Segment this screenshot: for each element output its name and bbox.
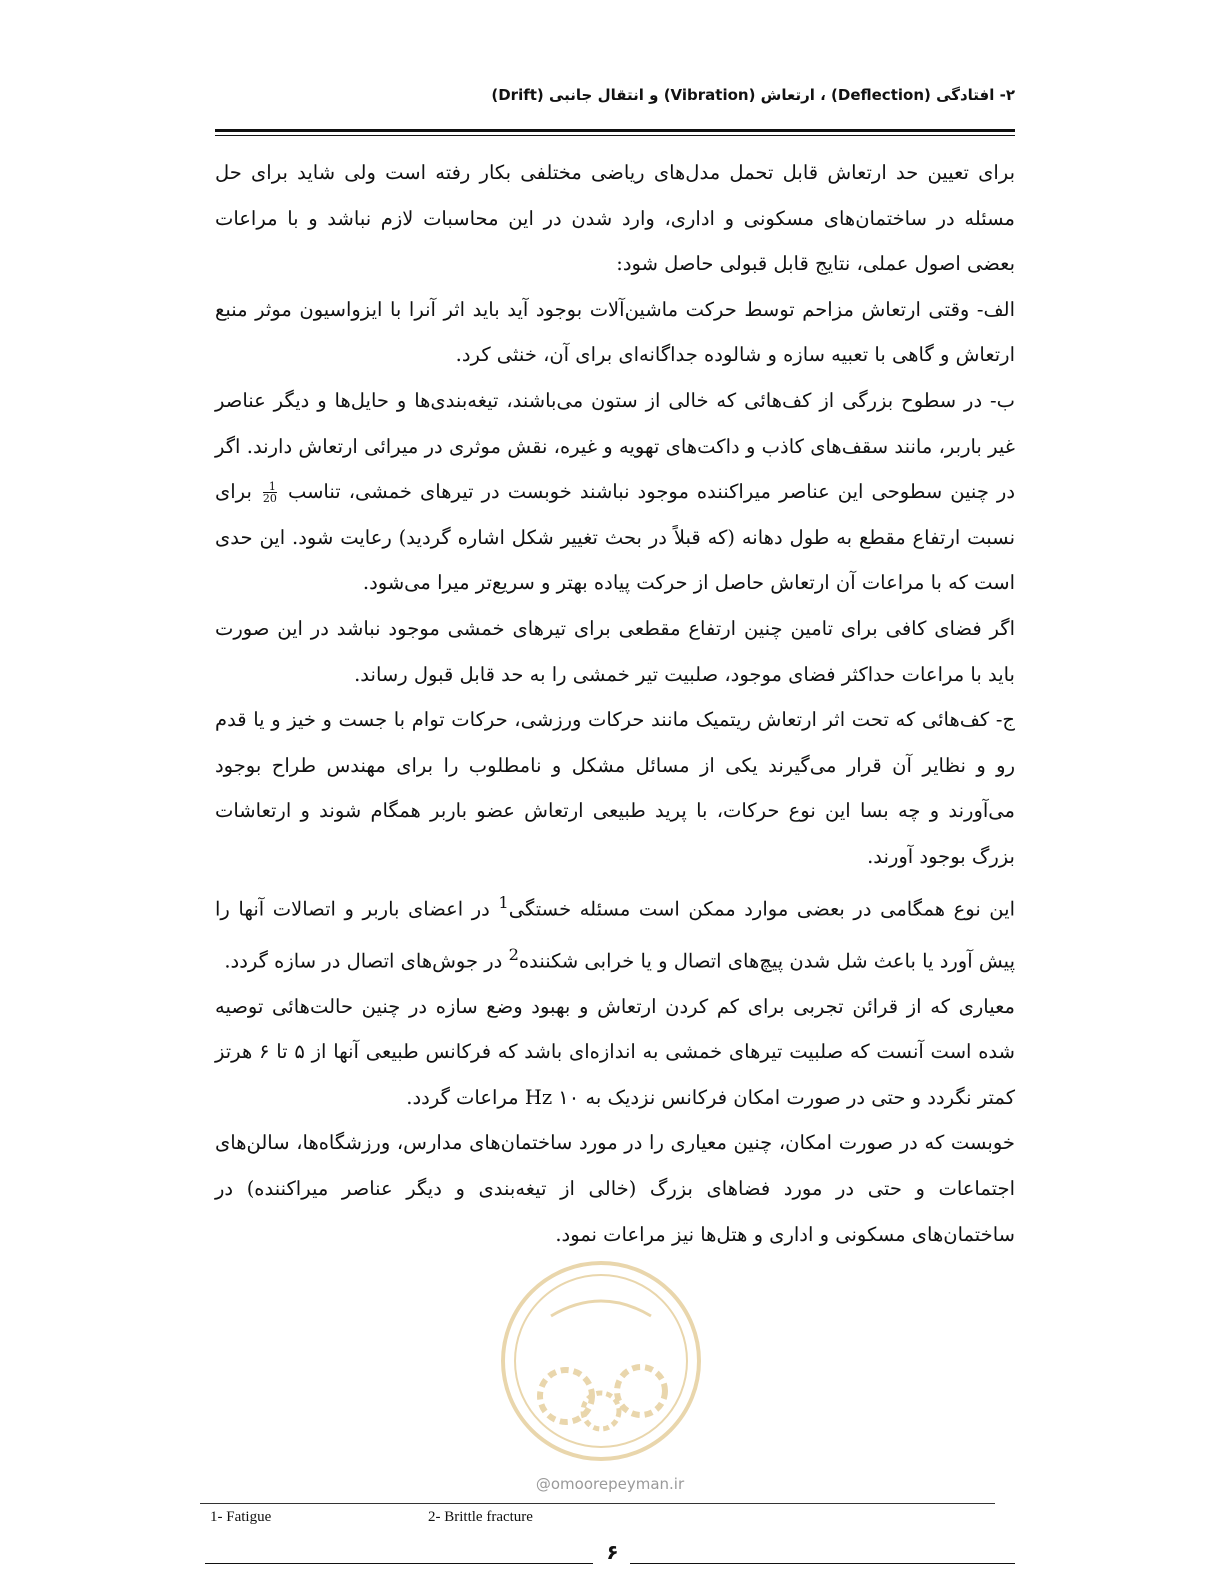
footer-rule-left <box>205 1563 593 1564</box>
footnote-2: 2- Brittle fracture <box>428 1509 533 1525</box>
watermark-url: @omoorepeyman.ir <box>535 1475 685 1493</box>
paragraph-jim: ج- کف‌هائی که تحت اثر ارتعاش ریتمیک مانند حرکات ورزشی، حرکات توام با جست و خیز و یا قدم رو و نظایر آن قرار می‌گیرند یکی از مسائل مشکل و نامطلوب را برای مهندس طراح بوجود می‌آورند و چه بسا این نوع حرکات، با پرید طبیعی ارتعاش عضو باربر همگام شوند و ارتعاشات بزرگ بوجود آورند. <box>215 708 1015 868</box>
footnote-divider <box>200 1503 995 1504</box>
footnote-ref-1: 1 <box>498 892 509 912</box>
page-number: ۶ <box>606 1540 619 1564</box>
footnote-ref-2: 2 <box>508 944 519 964</box>
paragraph-fatigue-part2: در اعضای باربر و اتصالات آنها را پیش آورد یا باعث شل شدن پیچ‌های اتصال و یا خرابی شکننده <box>215 897 1015 973</box>
paragraph-fatigue <box>215 880 1015 984</box>
watermark-logo-icon <box>496 1256 706 1466</box>
section-heading: ۲- افتادگی (Deflection) ، ارتعاش (Vibration) و انتقال جانبی (Drift) <box>491 86 1015 104</box>
fraction-1-20 <box>263 481 277 504</box>
paragraph-recommendation: خوبست که در صورت امکان، چنین معیاری را در مورد ساختمان‌های مدارس، ورزشگاه‌ها، سالن‌های اجتماعات و حتی در مورد فضاهای بزرگ (خالی از تیغه‌بندی و دیگر عناصر میراکننده) در ساختمان‌های مسکونی و اداری و هتل‌ها نیز مراعات نمود. <box>215 1131 1015 1246</box>
paragraph-be-part1: ب- در سطوح بزرگی از کف‌هائی که خالی از ستون می‌باشند، تیغه‌بندی‌ها و حایل‌ها و دیگر عناصر غیر باربر، مانند سقف‌های کاذب و داکت‌های تهویه و غیره، نقش موثری در میرائی ارتعاش دارند. اگر در چنین سطوحی این عناصر میراکننده موجود نباشند خوبست در تیرهای خمشی، تناسب <box>215 388 1015 504</box>
paragraph-criterion: معیاری که از قرائن تجربی برای کم کردن ارتعاش و بهبود وضع سازه در چنین حالت‌هائی توصیه شده است آنست که صلبیت تیرهای خمشی به اندازه‌ای باشد که فرکانس طبیعی آنها از ۵ تا ۶ هرتز کمتر نگردد و حتی در صورت امکان فرکانس نزدیک به ۱۰ Hz مراعات گردد. <box>215 994 1016 1109</box>
paragraph-fatigue-part1: این نوع همگامی در بعضی موارد ممکن است مسئله خستگی <box>508 897 1016 920</box>
paragraph-intro: برای تعیین حد ارتعاش قابل تحمل مدل‌های ریاضی مختلفی بکار رفته است ولی شاید برای حل مسئله در ساختمان‌های مسکونی و اداری، وارد شدن در این محاسبات لازم نباشد و با مراعات بعضی اصول عملی، نتایج قابل قبولی حاصل شود: <box>215 161 1015 276</box>
fraction-numerator: 1 <box>263 481 277 493</box>
paragraph-be <box>215 378 1015 606</box>
header-rule-thick <box>215 129 1015 132</box>
footer-rule-right <box>630 1563 1015 1564</box>
paragraph-be-part2: برای نسبت ارتفاع مقطع به طول دهانه (که قبلاً در بحث تغییر شکل اشاره گردید) رعایت شود. این حدی است که با مراعات آن ارتعاش حاصل از حرکت پیاده بهتر و سریع‌تر میرا می‌شود. <box>215 480 1015 595</box>
paragraph-fatigue-part3: در جوش‌های اتصال در سازه گردد. <box>224 949 503 973</box>
body-text <box>215 150 1015 1257</box>
paragraph-alef: الف- وقتی ارتعاش مزاحم توسط حرکت ماشین‌آلات بوجود آید باید اثر آنرا با ایزواسیون موثر منبع ارتعاش و گاهی با تعبیه سازه و شالوده جداگانه‌ای برای آن، خنثی کرد. <box>215 297 1015 367</box>
footnote-1: 1- Fatigue <box>210 1509 272 1525</box>
header-rule-thin <box>215 135 1015 136</box>
paragraph-space: اگر فضای کافی برای تامین چنین ارتفاع مقطعی برای تیرهای خمشی موجود نباشد در این صورت باید با مراعات حداکثر فضای موجود، صلبیت تیر خمشی را به حد قابل قبول رساند. <box>215 616 1015 686</box>
fraction-denominator: 20 <box>262 492 277 506</box>
